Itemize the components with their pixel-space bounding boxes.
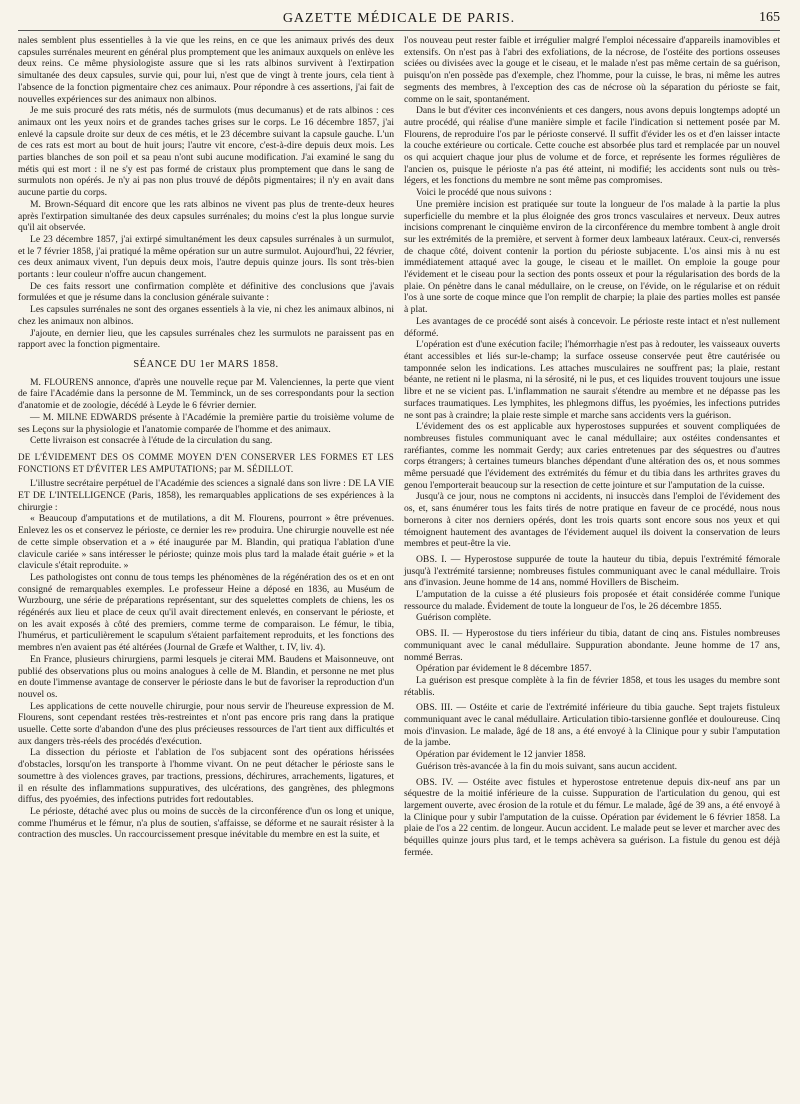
- paragraph: Jusqu'à ce jour, nous ne comptons ni accidents, ni insuccès dans l'emploi de l'évidement des os, et, sans énumérer tous les faits tirés de notre pratique en faveur de ce procédé, nous nous bornerons à citer nos derniers opérés, dont les trois quarts sont encore sous nos yeux et qui témoignent hautement des avantages de l'évidement auquel ils doivent la conservation de leurs membres et peut-être la vie.: [404, 491, 780, 550]
- paragraph: De ces faits ressort une confirmation complète et définitive des conclusions que j'avais formulées et que je résume dans la conclusion générale suivante :: [18, 280, 394, 304]
- paragraph: OBS. I. — Hyperostose suppurée de toute la hauteur du tibia, depuis l'extrémité fémorale jusqu'à l'extrémité tarsienne; nombreuses fistules communiquant avec le canal médullaire. Trois ans d'invasion. Jeune homme de 14 ans, nommé Hovillers de Bischeim.: [404, 553, 780, 589]
- paragraph: OBS. II. — Hyperostose du tiers inférieur du tibia, datant de cinq ans. Fistules nombreuses communiquant avec le canal médullaire. Suppuration abondante. Jeune homme de 17 ans, nommé Berras.: [404, 628, 780, 663]
- paragraph: M. Brown-Séquard dit encore que les rats albinos ne vivent pas plus de trente-deux heures après l'extirpation simultanée des deux capsules surrénales; du moins c'est la plus longue survie qu'il ait observée.: [18, 198, 394, 234]
- paragraph: Opération par évidement le 12 janvier 1858.: [416, 749, 586, 761]
- paragraph: En France, plusieurs chirurgiens, parmi lesquels je citerai MM. Baudens et Maisonneuve, ont publié des observations plus ou moins analogues à celle de M. Blandin, et personne ne met plus en doute l'immense avantage de conserver le périoste dans le but de favoriser la reproduction d'un nouvel os.: [18, 653, 394, 700]
- paragraph: OBS. III. — Ostéite et carie de l'extrémité inférieure du tibia gauche. Sept trajets fistuleux communiquant avec le canal médullaire. Articulation tibio-tarsienne gonflée et douloureuse. Cinq mois d'invasion. Le malade, âgé de 18 ans, a été envoyé à la Clinique pour y subir l'amputation de la jambe.: [404, 702, 780, 749]
- paragraph: Les avantages de ce procédé sont aisés à concevoir. Le périoste reste intact et n'est nullement déformé.: [404, 315, 780, 339]
- paragraph: M. FLOURENS annonce, d'après une nouvelle reçue par M. Valenciennes, la perte que vient de faire l'Académie dans la personne de M. Temminck, un de ses correspondants pour la section d'anatomie et de zoologie, décédé à Leyde le 6 février dernier.: [18, 376, 394, 412]
- paragraph: nales semblent plus essentielles à la vie que les reins, en ce que les animaux privés des deux capsules surrénales meurent en général plus promptement que les animaux auxquels on enlève les deux reins. Ce même physiologiste assure que si les rats albinos survivent à l'extirpation simultanée des deux capsules, survie qui, pour lui, n'est que de vingt à trente jours, cela tient à l'absence de la fonction pigmentaire chez ces animaux. Pour répondre à ces assertions, j'ai fait de nouvelles expériences sur des animaux non albinos.: [18, 35, 394, 105]
- section-heading: SÉANCE DU 1er MARS 1858.: [133, 358, 279, 370]
- paragraph: OBS. IV. — Ostéite avec fistules et hyperostose entretenue depuis dix-neuf ans par un séquestre de la moitié inférieure de la cuisse. Suppuration de l'articulation du genou, qui est largement ouverte, avec érosion de la rotule et du fémur. Le malade, âgé de 39 ans, a été envoyé à la Clinique pour y subir l'amputation de la cuisse. Opération par évidement le 6 février 1858. La plaie de l'os a 22 centim. de longeur. Aucun accident. Le malade peut se lever et marcher avec des béquilles quinze jours plus tard, et le temps achèvera sa guérison. La fistule du genou est déjà fermée.: [404, 776, 780, 858]
- page-number: 165: [759, 10, 780, 25]
- paragraph: Voici le procédé que nous suivons :: [416, 187, 552, 199]
- paragraph: Le 23 décembre 1857, j'ai extirpé simultanément les deux capsules surrénales à un surmulot, et le 7 février 1858, j'ai pratiqué la même opération sur un autre surmulot. Aujourd'hui, 22 février, ces deux animaux vivent, l'un depuis deux mois, l'autre depuis quinze jours. Ils sont très-bien portants : leur couleur n'offre aucun changement.: [18, 233, 394, 281]
- left-column: [18, 35, 394, 859]
- paragraph: Le périoste, détaché avec plus ou moins de succès de la circonférence d'un os long et unique, comme l'humérus et le fémur, n'a plus de soutien, s'affaisse, se déforme et ne saurait résister à la contraction des muscles. Un raccourcissement presque inévitable du membre en est la suite, et: [18, 806, 394, 841]
- paragraph: L'amputation de la cuisse a été plusieurs fois proposée et était considérée comme l'unique ressource du malade. Évidement de toute la longueur de l'os, le 26 décembre 1855.: [404, 589, 780, 612]
- paragraph: Les capsules surrénales ne sont des organes essentiels à la vie, ni chez les animaux albinos, ni chez les animaux non albinos.: [18, 304, 394, 327]
- paragraph: Dans le but d'éviter ces inconvénients et ces dangers, nous avons depuis longtemps adopté un autre procédé, qui réalise d'une manière simple et facile l'indication si nettement posée par M. Flourens, de reproduire l'os par le périoste conservé. Il suffit d'évider les os et d'en laisser intacte la couche extérieure ou corticale. Cette couche est absorbée plus tard et remplacée par un nouvel os qui acquiert chaque jour plus de volume et de force, et représente les formes régulières de l'ancien os, puisque le périoste n'a pas été atteint, ni modifié; les accidents sont nuls ou très-légers, et les fonctions du membre ne sont même pas compromises.: [404, 105, 780, 187]
- page-header: [18, 6, 780, 31]
- paragraph: Je me suis procuré des rats métis, nés de surmulots (mus decumanus) et de rats albinos : ces animaux ont les yeux noirs et de grandes taches grises sur le corps. Le 16 décembre 1857, j'ai enlevé la capsule droite sur deux de ces métis, et le 23 décembre suivant la capsule gauche. L'un de ces rats est mort au bout de huit jours; l'autre vit encore, c'est-à-dire depuis deux mois. Les parties blanches de son poil et sa peau n'ont subi aucune modification. J'ai examiné le sang du métis qui est mort : il ne s'y est pas formé de cristaux plus promptement que dans le sang de surmulots non opérés. Je n'y ai pas non plus trouvé de dépôts pigmentaires; il n'y en avait dans aucune partie du corps.: [18, 105, 394, 199]
- paragraph: L'opération est d'une exécution facile; l'hémorrhagie n'est pas à redouter, les vaisseaux ouverts étant accessibles et liés sur-le-champ; la surface osseuse conservée peut être cautérisée ou tamponnée selon les indications. Les attaches musculaires ne souffrent pas; la plaie, restant béante, ne retient ni le plasma, ni la sérosité, ni le pus, et ces liquides trouvent toujours une issue libre et ne se vicient pas. L'inflammation ne saurait s'étendre au membre et ne dépasse pas les surfaces traumatiques. Les lymphites, les phlegmons diffus, les pyoémies, les infections putrides ne sont pas à craindre; la plaie reste simple et marche sans accidents vers la guérison.: [404, 339, 780, 421]
- paragraph: Les pathologistes ont connu de tous temps les phénomènes de la régénération des os et en ont consigné de remarquables exemples. Le professeur Heine a déposé en 1836, au Muséum de Wurzbourg, une série de préparations représentant, sur des squelettes complets de chiens, les os régénérés aux lieu et place de ceux qu'il avait directement enlevés, en conservant le périoste, et on les avait exposés à côté des premiers, comme terme de comparaison. Le fémur, le tibia, l'humérus, et particulièrement le scapulum s'étaient parfaitement reproduits, et les fonctions des membres n'en avaient pas été altérées (Journal de Græfe et Walther, t. IV, liv. 4).: [18, 571, 394, 654]
- paragraph: Cette livraison est consacrée à l'étude de la circulation du sang.: [30, 435, 273, 447]
- paragraph: Les applications de cette nouvelle chirurgie, pour nous servir de l'heureuse expression de M. Flourens, sont cependant restées très-restreintes et n'ont pas encore pris rang dans la pratique usuelle. Cette sorte d'abandon d'une des plus précieuses ressources de l'art tient aux difficultés et aux dangers très-réels des procédés d'exécution.: [18, 700, 394, 747]
- paragraph: Opération par évidement le 8 décembre 1857.: [416, 663, 592, 675]
- paragraph: « Beaucoup d'amputations et de mutilations, a dit M. Flourens, pourront » être prévenues. Enlevez les os et conservez le périoste, ce dernier les re» produira. Une chirurgie nouvelle est née de cette simple observation et a » été inaugurée par M. Blandin, qui pratiqua l'ablation d'une clavicule cariée » sans intéresser le périoste; quinze mois plus tard la malade était guérie » et la clavicule s'était reproduite. »: [18, 513, 394, 572]
- running-title: GAZETTE MÉDICALE DE PARIS.: [282, 11, 516, 26]
- paragraph: L'évidement des os est applicable aux hyperostoses suppurées et souvent compliquées de nombreuses fistules communiquant avec le canal médullaire; aux ostéites condensantes et raréfiantes, comme les nommait Gerdy; aux caries entretenues par des séquestres ou d'autres corps étrangers; à certaines tumeurs blanches dépendant d'une altération des os, et nous sommes même persuadé que l'évidement des extrémités du fémur et du tibia dans les arthrites graves du genou l'emporterait beaucoup sur la resection de cette jointure et sur l'amputation de la cuisse.: [404, 421, 780, 491]
- paragraph: J'ajoute, en dernier lieu, que les capsules surrénales chez les surmulots ne paraissent pas en rapport avec la fonction pigmentaire.: [18, 327, 394, 351]
- right-column: [404, 35, 780, 859]
- paragraph: Guérison complète.: [416, 612, 492, 624]
- article-heading: DE L'ÉVIDEMENT DES OS COMME MOYEN D'EN CONSERVER LES FORMES ET LES FONCTIONS ET D'ÉVITER LES AMPUTATIONS; par M. SÉDILLOT.: [18, 451, 394, 474]
- text-columns: [18, 35, 780, 859]
- paragraph: l'os nouveau peut rester faible et irrégulier malgré l'emploi nécessaire d'appareils inamovibles et extensifs. On n'est pas à l'abri des exfoliations, de la nécrose, de l'ostéite des portions osseuses sciées ou divisées avec la gouge et le ciseau, et le malade n'est pas même certain de sa guérison, puisqu'on n'en possède pas d'exemple, chez l'homme, pour la cuisse, le bras, ni même les autres segments des membres, à l'exception des cas de nécrose où la séparation du périoste se fait, comme on le sait, spontanément.: [404, 35, 780, 105]
- paragraph: Guérison très-avancée à la fin du mois suivant, sans aucun accident.: [416, 760, 678, 772]
- paragraph: La dissection du périoste et l'ablation de l'os subjacent sont des opérations hérissées d'obstacles, lorsqu'on les transporte à l'homme vivant. On ne peut détacher le périoste sans le soumettre à des violences graves, par tractions, pressions, déchirures, arrachements, ligatures, et il en résulte des inflammations suppuratives, des ulcérations, des gangrènes, des phlegmons diffus, des pyoémies, des infections putrides fort redoutables.: [18, 747, 394, 806]
- paragraph: La guérison est presque complète à la fin de février 1858, et tous les usages du membre sont rétablis.: [404, 674, 780, 698]
- paragraph: L'illustre secrétaire perpétuel de l'Académie des sciences a signalé dans son livre : DE LA VIE ET DE L'INTELLIGENCE (Paris, 1858), les remarquables applications de ses expériences à la chirurgie :: [18, 478, 394, 513]
- paragraph: — M. MILNE EDWARDS présente à l'Académie la première partie du troisième volume de ses Leçons sur la physiologie et l'anatomie comparée de l'homme et des animaux.: [18, 411, 394, 435]
- paragraph: Une première incision est pratiquée sur toute la longueur de l'os malade à la partie la plus superficielle du membre et la plus éloignée des gros troncs vasculaires et nerveux. Deux autres incisions comprenant le cinquième environ de la circonférence du membre tombent à angle droit sur les extrémités de la première, et servent à former deux lambeaux latéraux. Ceux-ci, renversés de chaque côté, doivent contenir la portion du périoste subjacente. L'os ainsi mis à nu est immédiatement attaqué avec la gouge, le ciseau et le maillet. On emploie la gouge pour l'évidement et le ciseau pour la section des ponts osseux et pour la régularisation des bords de la plaie. On pénètre dans le canal médullaire, on le creuse, on l'évide, on le régularise et on réduit l'os à une sorte de coque mince que l'on remplit de charpie; la plaie des parties molles est pansée à plat.: [404, 198, 780, 316]
